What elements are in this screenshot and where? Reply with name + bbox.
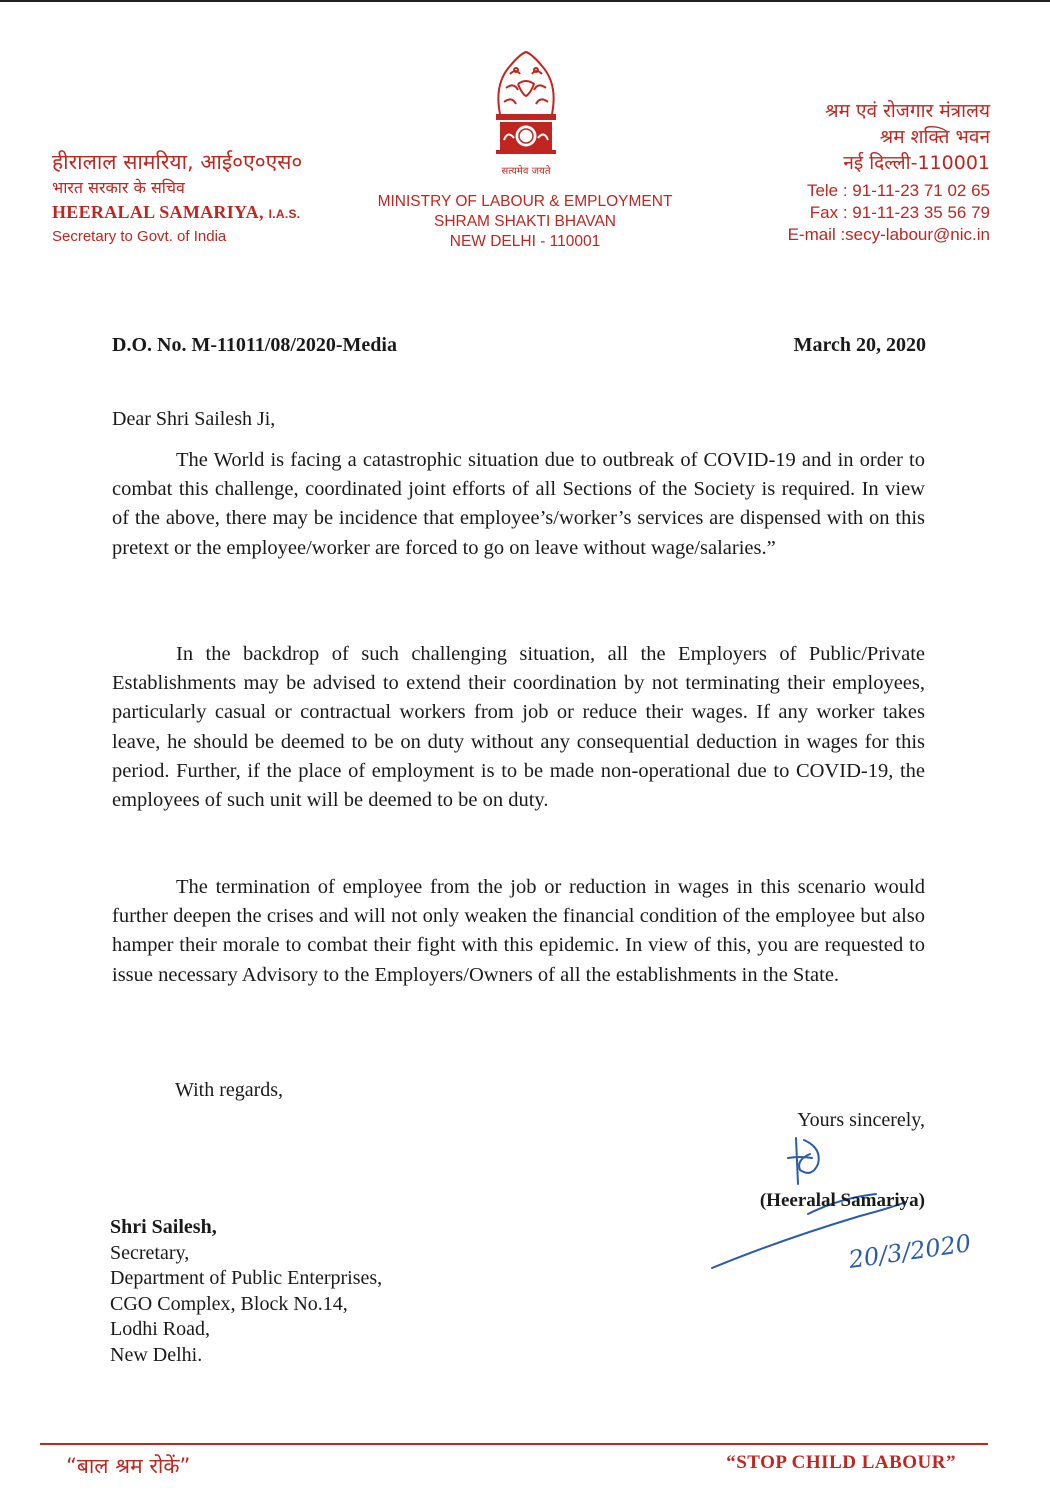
ministry-name: MINISTRY OF LABOUR & EMPLOYMENT xyxy=(377,193,673,210)
contact-block xyxy=(690,98,990,246)
footer-slogan-english: “STOP CHILD LABOUR” xyxy=(726,1452,956,1473)
addressee-block xyxy=(110,1215,382,1368)
signatory-name: (Heeralal Samariya) xyxy=(759,1190,925,1211)
yours-sincerely: Yours sincerely, xyxy=(797,1109,925,1131)
building-hindi: श्रम शक्ति भवन xyxy=(879,126,990,148)
salutation: Dear Shri Sailesh Ji, xyxy=(112,408,276,430)
footer-divider xyxy=(40,1443,988,1445)
closing-regards: With regards, xyxy=(175,1079,284,1101)
sender-title-english: Secretary to Govt. of India xyxy=(52,228,227,245)
email: E-mail :secy-labour@nic.in xyxy=(787,225,990,244)
city-hindi: नई दिल्ली-110001 xyxy=(843,152,990,174)
addressee-line: Department of Public Enterprises, xyxy=(110,1267,383,1289)
ministry-city: NEW DELHI - 110001 xyxy=(449,233,601,250)
sender-title-hindi: भारत सरकार के सचिव xyxy=(52,178,185,197)
paragraph-2: In the backdrop of such challenging situation, all the Employers of Public/Private Establishments may be advised to extend their coordination by not terminating their employees, particularly casual or contractual workers from job or reduce their wages. If any worker takes leave, he should be deemed to be on duty without any consequential deduction in wages for this period. Further, if the place of employment is to be made non-operational due to COVID-19, the employees of such unit will be deemed to be on duty. xyxy=(112,643,925,812)
addressee-line: Lodhi Road, xyxy=(110,1318,210,1340)
addressee-name: Shri Sailesh, xyxy=(110,1216,217,1238)
sender-name-english: HEERALAL SAMARIYA, I.A.S. xyxy=(52,202,301,222)
paragraph-1: The World is facing a catastrophic situation due to outbreak of COVID-19 and in order to combat this challenge, coordinated joint efforts of all Sections of the Society is required. In view of the above, there may be incidence that employee’s/worker’s services are dispensed with on this pretext or the employee/worker are forced to go on leave without wage/salaries.” xyxy=(112,449,925,559)
reference-number: D.O. No. M-11011/08/2020-Media xyxy=(112,334,397,356)
top-border xyxy=(0,0,1050,2)
ministry-name-hindi: श्रम एवं रोजगार मंत्रालय xyxy=(825,100,990,122)
telephone: Tele : 91-11-23 71 02 65 xyxy=(806,181,990,200)
letter-date: March 20, 2020 xyxy=(793,334,926,356)
addressee-line: Secretary, xyxy=(110,1241,190,1264)
addressee-line: CGO Complex, Block No.14, xyxy=(110,1292,348,1315)
fax: Fax : 91-11-23 35 56 79 xyxy=(809,203,990,222)
national-emblem-icon xyxy=(470,44,582,184)
footer-slogan-hindi: “बाल श्रम रोकें” xyxy=(66,1454,191,1478)
emblem-motto: सत्यमेव जयते xyxy=(501,166,551,177)
ministry-block xyxy=(340,192,710,252)
handwritten-date: 20/3/2020 xyxy=(846,1229,973,1274)
ministry-building: SHRAM SHAKTI BHAVAN xyxy=(433,213,616,230)
sender-block xyxy=(52,148,372,248)
sender-name-hindi: हीरालाल सामरिया, आई०ए०एस० xyxy=(52,150,303,174)
addressee-line: New Delhi. xyxy=(110,1343,203,1366)
paragraph-3: The termination of employee from the job or reduction in wages in this scenario would further deepen the crises and will not only weaken the financial condition of the employee but also hamper their morale to combat their fight with this epidemic. In view of this, you are requested to issue necessary Advisory to the Employers/Owners of all the establishments in the State. xyxy=(112,876,925,986)
